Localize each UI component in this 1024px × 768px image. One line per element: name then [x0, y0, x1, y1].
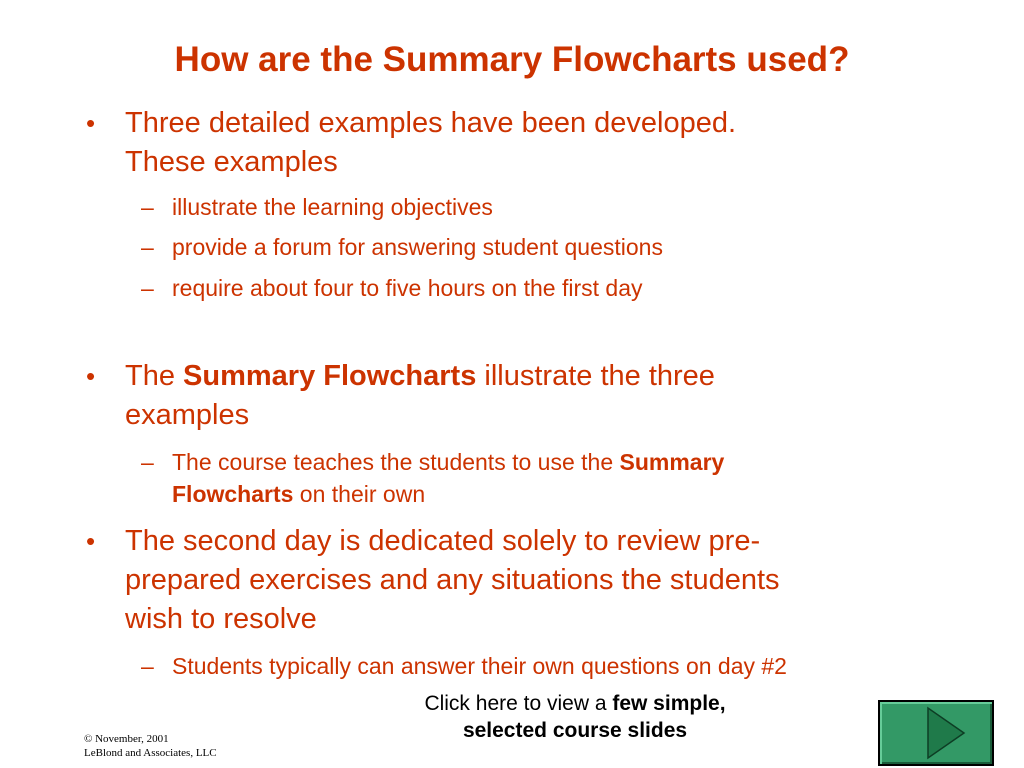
- bullet-text-bold: Summary Flowcharts: [183, 360, 477, 392]
- dash-glyph: –: [141, 653, 154, 679]
- play-triangle-icon: [880, 702, 992, 764]
- sub-bullet-text: Students typically can answer their own questions on day #2: [172, 653, 787, 679]
- view-slides-link[interactable]: [360, 690, 790, 744]
- sub-bullet-text: [172, 478, 872, 510]
- sub-bullet-text-bold: Flowcharts: [172, 481, 294, 507]
- bullet-text-pre: The: [125, 360, 184, 392]
- bullet-text: wish to resolve: [125, 603, 317, 635]
- bullet-text: Three detailed examples have been developed.: [125, 107, 737, 139]
- sub-bullet-item: [141, 272, 872, 304]
- dash-glyph: –: [141, 275, 154, 301]
- sub-bullet-text: illustrate the learning objectives: [172, 194, 493, 220]
- sub-bullet-item: [141, 446, 872, 510]
- sub-bullet-text-pre: The course teaches the students to use the: [172, 449, 620, 475]
- bullet-text: These examples: [125, 146, 338, 178]
- link-line: selected course slides: [462, 719, 688, 742]
- footer-line: © November, 2001: [84, 733, 169, 745]
- sub-bullet-text: provide a forum for answering student questions: [172, 234, 663, 260]
- sub-bullet-item: [141, 650, 872, 682]
- bullet-text: examples: [125, 399, 250, 431]
- sub-bullet-text: require about four to five hours on the first day: [172, 275, 643, 301]
- bullet-text: [125, 357, 925, 396]
- dash-glyph: –: [141, 234, 154, 260]
- dash-glyph: –: [141, 194, 154, 220]
- bullet-text: The second day is dedicated solely to review pre-: [125, 525, 761, 557]
- sub-bullet-text: [172, 446, 872, 478]
- sub-bullet-item: [141, 191, 872, 223]
- sub-bullet-text-bold: Summary: [619, 449, 725, 475]
- sub-bullet-text-post: on their own: [293, 481, 426, 507]
- slide-title: How are the Summary Flowcharts used?: [174, 40, 850, 79]
- link-line: [360, 690, 790, 717]
- bullet-item: [86, 522, 925, 639]
- bullet-glyph: •: [86, 108, 96, 138]
- bullet-item: [86, 104, 925, 182]
- bullet-glyph: •: [86, 526, 96, 556]
- link-text-pre: Click here to view a: [424, 692, 613, 715]
- sub-bullet-item: [141, 231, 872, 263]
- bullet-text-post: illustrate the three: [476, 360, 715, 392]
- footer-copyright: [84, 732, 217, 760]
- link-text-bold: few simple,: [612, 692, 726, 715]
- bullet-item: [86, 357, 925, 435]
- bullet-text: prepared exercises and any situations the students: [125, 564, 780, 596]
- dash-glyph: –: [141, 449, 154, 475]
- footer-line: LeBlond and Associates, LLC: [84, 747, 217, 759]
- bullet-glyph: •: [86, 361, 96, 391]
- next-slides-button[interactable]: [878, 700, 994, 766]
